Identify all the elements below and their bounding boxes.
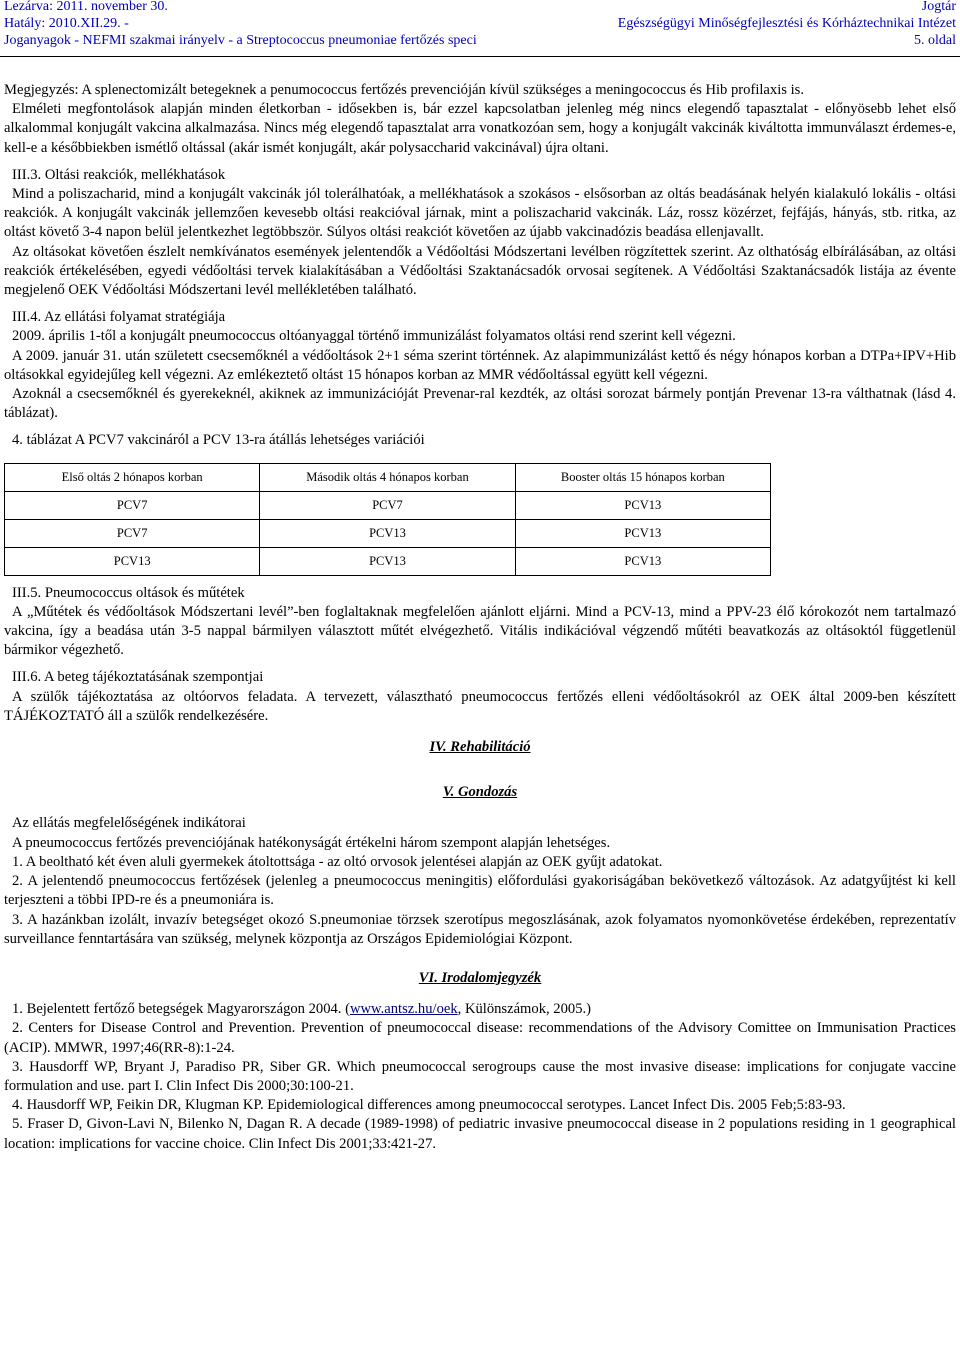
spacer — [4, 988, 956, 1000]
section-heading-iii-4: III.4. Az ellátási folyamat stratégiája — [12, 309, 226, 326]
header-right — [618, 0, 956, 49]
header-closed-date: Lezárva: 2011. november 30. — [4, 0, 168, 14]
table-cell: PCV13 — [260, 519, 515, 547]
section-heading-iv: IV. Rehabilitáció — [429, 739, 531, 756]
spacer — [4, 158, 956, 166]
side-effects-paragraph: Mind a poliszacharid, mind a konjugált vakcinák jól tolerálhatóak, a mellékhatások a szokásos - elsősorban az oltás beadásának helyén kialakuló lokális - oltási reakciók. A konjugált vakcinák jellemzően kevesebb oltási reakcióval járnak, mint a poliszacharid vakcinák. Láz, rossz közérzet, fejfájás, hányás, stb. ritka, az oltást követő 3-4 napon belül jelentkezhet legtöbbször. Súlyos oltási reakciót követően az újabb vakcinadózis beadása ellenjavallt. — [4, 186, 956, 241]
patient-info-paragraph: A szülők tájékoztatása az oltóorvos feladata. A tervezett, választható pneumococcus fertőzés elleni védőoltásokról az OEK által 2009-ben készített TÁJÉKOZTATÓ áll a szülők rendelkezésére. — [4, 688, 956, 724]
table-cell: PCV7 — [5, 519, 260, 547]
table-cell: PCV13 — [260, 547, 515, 575]
table-header-cell: Első oltás 2 hónapos korban — [5, 463, 260, 491]
table-cell: PCV7 — [5, 491, 260, 519]
header-divider — [0, 56, 960, 57]
pcv-transition-table — [4, 463, 771, 576]
table-cell: PCV13 — [515, 519, 770, 547]
section-heading-iii-6: III.6. A beteg tájékoztatásának szempontjai — [12, 669, 264, 686]
spacer — [4, 757, 956, 783]
header-document-title: Joganyagok - NEFMI szakmai irányelv - a Streptococcus pneumoniae fertőzés speci — [4, 33, 477, 48]
spacer — [4, 949, 956, 969]
reference-1-text: 1. Bejelentett fertőző betegségek Magyarországon 2004. ( — [12, 1001, 350, 1018]
document-body — [4, 81, 956, 1154]
indicators-intro: A pneumococcus fertőzés prevenciójának hatékonyságát értékelni három szempont alapján lehetséges. — [12, 834, 611, 851]
section-heading-iii-5: III.5. Pneumococcus oltások és műtétek — [12, 584, 245, 601]
header-left — [4, 0, 477, 49]
indicator-item-2: 2. A jelentendő pneumococcus fertőzések (jelenleg a pneumococcus meningitis) előfordulási gyakoriságában bekövetkező változások. Az adatgyűjtést ki kell terjeszteni a többi IPD-re és a pneumoniára is. — [4, 873, 956, 909]
reference-item-3: 3. Hausdorff WP, Bryant J, Paradiso PR, Siber GR. Which pneumococcal serogroups cause the most invasive disease: implications for conjugate vaccine formulation and use. part I. Clin Infect Dis 2000;30:100-21. — [4, 1058, 956, 1094]
theory-paragraph: Elméleti megfontolások alapján minden életkorban - idősekben is, bár ezzel kapcsolatban jelenleg még nincs elegendő tapasztalat - előnyösebb lehet első alkalommal konjugált vakcina alkalmazása. Nincs még elegendő tapasztalat arra vonatkozóan sem, hogy a konjugált vakcinák kiváltotta immunválaszt érdemes-e, kell-e a későbbiekben ismétlő oltással (akár ismét konjugált, akár polysaccharid vakcinával) újra oltani. — [4, 101, 956, 156]
header-institute: Egészségügyi Minőségfejlesztési és Kórháztechnikai Intézet — [617, 16, 956, 31]
spacer — [4, 802, 956, 814]
indicators-heading: Az ellátás megfelelőségének indikátorai — [12, 815, 246, 832]
indicator-item-3: 3. A hazánkban izolált, invazív betegséget okozó S.pneumoniae törzsek szerotípus megoszlásának, azok folyamatos nyomonkövetése érdekében, reprezentatív surveillance fenntartására van szükség, melynek központja az Országos Epidemiológiai Központ. — [4, 911, 956, 947]
header-source: Jogtár — [921, 0, 956, 14]
spacer — [4, 660, 956, 668]
spacer — [4, 726, 956, 738]
table-row — [5, 547, 771, 575]
spacer — [4, 300, 956, 308]
section-heading-iii-3: III.3. Oltási reakciók, mellékhatások — [12, 166, 226, 183]
strategy-paragraph-1: 2009. április 1-től a konjugált pneumococcus oltóanyaggal történő immunizálást folyamatos oltási rend szerint kell végezni. — [12, 328, 736, 345]
adverse-events-paragraph: Az oltásokat követően észlelt nemkívánatos események jelentendők a Védőoltási Módszertani levélben rögzítettek szerint. Az olthatóság elbírálásában, az oltási reakciók értékelésében, egyedi védőoltási tervek kialakításában a Védőoltási Szaktanácsadók orvosai segítenek. A Védőoltási Szaktanácsadók listája az évente megjelenő OEK Védőoltási Módszertani levél mellékletében található. — [4, 243, 956, 299]
section-heading-vi: VI. Irodalomjegyzék — [418, 969, 542, 986]
section-heading-v: V. Gondozás — [442, 784, 518, 801]
strategy-paragraph-3: Azoknál a csecsemőknél és gyerekeknél, akiknek az immunizációját Prevenar-ral kezdték, az oltási sorozat bármely pontján Prevenar 13-ra válthatnak (lásd 4. táblázat). — [4, 386, 956, 422]
table-cell: PCV13 — [515, 547, 770, 575]
reference-item-2: 2. Centers for Disease Control and Prevention. Prevention of pneumococcal disease: recommendations of the Advisory Comittee on Immunisation Practices (ACIP). MMWR, 1997;46(RR-8):1-24. — [4, 1020, 956, 1056]
indicator-item-1: 1. A beoltható két éven aluli gyermekek átoltottsága - az oltó orvosok jelentései alapján az OEK gyűjt adatokat. — [12, 853, 663, 870]
reference-item-4: 4. Hausdorff WP, Feikin DR, Klugman KP. Epidemiological differences among pneumococcal serotypes. Lancet Infect Dis. 2005 Feb;5:83-93. — [12, 1097, 846, 1114]
table-header-cell: Második oltás 4 hónapos korban — [260, 463, 515, 491]
header-page-number: 5. oldal — [914, 33, 956, 48]
table-header-row — [5, 463, 771, 491]
table-row — [5, 491, 771, 519]
table-caption: 4. táblázat A PCV7 vakcináról a PCV 13-ra átállás lehetséges variációi — [12, 432, 425, 449]
spacer — [4, 576, 956, 584]
header-effective-date: Hatály: 2010.XII.29. - — [4, 16, 129, 31]
page-header — [0, 0, 960, 58]
strategy-paragraph-2: A 2009. január 31. után született csecsemőknél a védőoltások 2+1 séma szerint történnek. Az alapimmunizálást kettő és négy hónapos korban a DTPa+IPV+Hib oltásokkal egyidejűleg kell végezni. Az emlékeztető oltást 15 hónapos korban az MMR védőoltással együtt kell végezni. — [4, 347, 956, 383]
table-cell: PCV13 — [5, 547, 260, 575]
note-paragraph: Megjegyzés: A splenectomizált betegeknek a penumococcus fertőzés prevencióján kívül szükséges a meningococcus és Hib profilaxis is. — [4, 82, 804, 98]
table-row — [5, 519, 771, 547]
reference-item-5: 5. Fraser D, Givon-Lavi N, Bilenko N, Dagan R. A decade (1989-1998) of pediatric invasive pneumococcal disease in 2 populations residing in 1 geographical location: implications for vaccine choice. Clin Infect Dis 2001;33:421-27. — [4, 1116, 956, 1152]
spacer — [4, 423, 956, 431]
reference-1-suffix: , Különszámok, 2005.) — [457, 1001, 591, 1018]
surgery-paragraph: A „Műtétek és védőoltások Módszertani levél”-ben foglaltaknak megfelelően ajánlott eljárni. Mind a PCV-13, mind a PPV-23 élő kórokozót nem tartalmazó vakcina, így a beadása után 3-5 nappal bármilyen választott műtét elvégezhető. Vitális indikációval végzendő műtéti beavatkozás az oltásoktól függetlenül bármikor végezhető. — [4, 603, 956, 659]
reference-item-1 — [4, 1000, 956, 1019]
table-cell: PCV13 — [515, 491, 770, 519]
reference-1-link[interactable]: www.antsz.hu/oek — [349, 1001, 458, 1018]
table-header-cell: Booster oltás 15 hónapos korban — [515, 463, 770, 491]
table-cell: PCV7 — [260, 491, 515, 519]
